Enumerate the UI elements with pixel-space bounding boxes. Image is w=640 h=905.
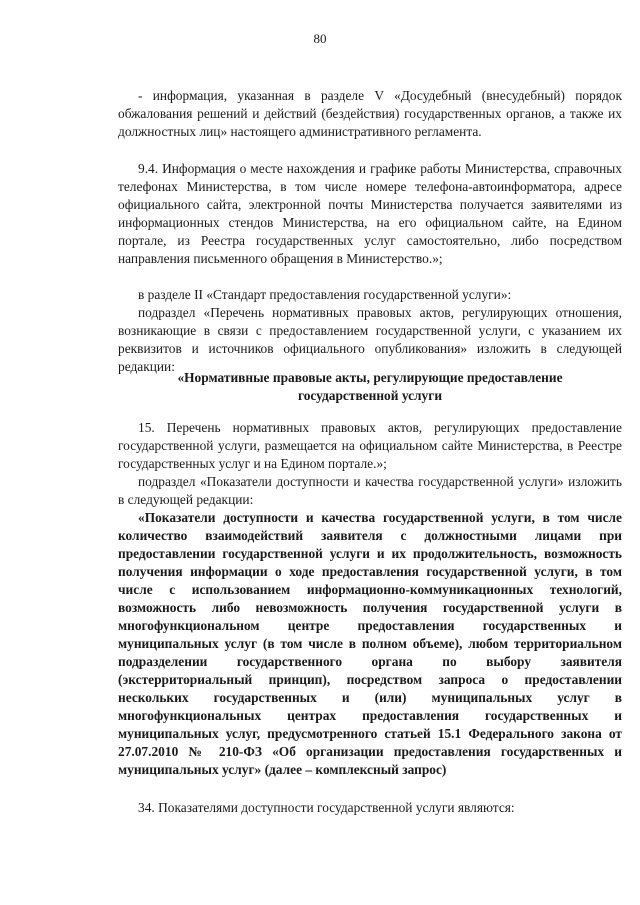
section-heading-normative-acts: «Нормативные правовые акты, регулирующие предоставление государственной услуги bbox=[177, 370, 563, 403]
paragraph-34: 34. Показателями доступности государственной услуги являются: bbox=[138, 800, 515, 815]
bold-heading-indicators: «Показатели доступности и качества государственной услуги, в том числе количество взаимодействий заявителя с должностными лицами при предоставлении государственной услуги и их продолжительность, возможность получения информации о ходе предоставления государственной услуги, в том числе с использованием информационно-коммуникационных технологий, возможность либо невозможность получения государственной услуги в многофункциональном центре предоставления государственных и муниципальных услуг (в том числе в полном объеме), любом территориальном подразделении государственного органа по выбору заявителя (экстерриториальный принцип), посредством запроса о предоставлении нескольких государственных и (или) муниципальных услуг в многофункциональных центрах предоставления государственных и муниципальных услуг, предусмотренного статьей 15.1 Федерального закона от 27.07.2010 № 210-ФЗ «Об организации предоставления государственных и муниципальных услуг» (далее – комплексный запрос) bbox=[118, 510, 622, 777]
paragraph-subsection-normative-acts: подраздел «Перечень нормативных правовых актов, регулирующих отношения, возникающие в связи с предоставлением государственной услуги, с указанием их реквизитов и источников официального опубликования» изложить в следующей редакции: bbox=[118, 305, 622, 374]
paragraph-section-ii: в разделе II «Стандарт предоставления государственной услуги»: bbox=[138, 287, 512, 302]
paragraph-9-4: 9.4. Информация о месте нахождения и графике работы Министерства, справочных телефонах Министерства, в том числе номере телефона-автоинформатора, адресе официального сайта, электронной почты Министерства получается заявителями из информационных стендов Министерства, на его официальном сайте, на Едином портале, из Реестра государственных услуг самостоятельно, либо посредством направления письменного обращения в Министерство.»; bbox=[118, 161, 622, 266]
paragraph-subsection-indicators: подраздел «Показатели доступности и качества государственной услуги» изложить в следующей редакции: bbox=[118, 474, 622, 507]
page-number: 80 bbox=[313, 31, 327, 46]
paragraph-15: 15. Перечень нормативных правовых актов, регулирующих предоставление государственной услуги, размещается на официальном сайте Министерства, в Реестре государственных услуг и на Едином портале.»; bbox=[118, 420, 622, 471]
paragraph-information-section-v: - информация, указанная в разделе V «Досудебный (внесудебный) порядок обжалования решений и действий (бездействия) государственных органов, а также их должностных лиц» настоящего административного регламента. bbox=[118, 88, 622, 139]
